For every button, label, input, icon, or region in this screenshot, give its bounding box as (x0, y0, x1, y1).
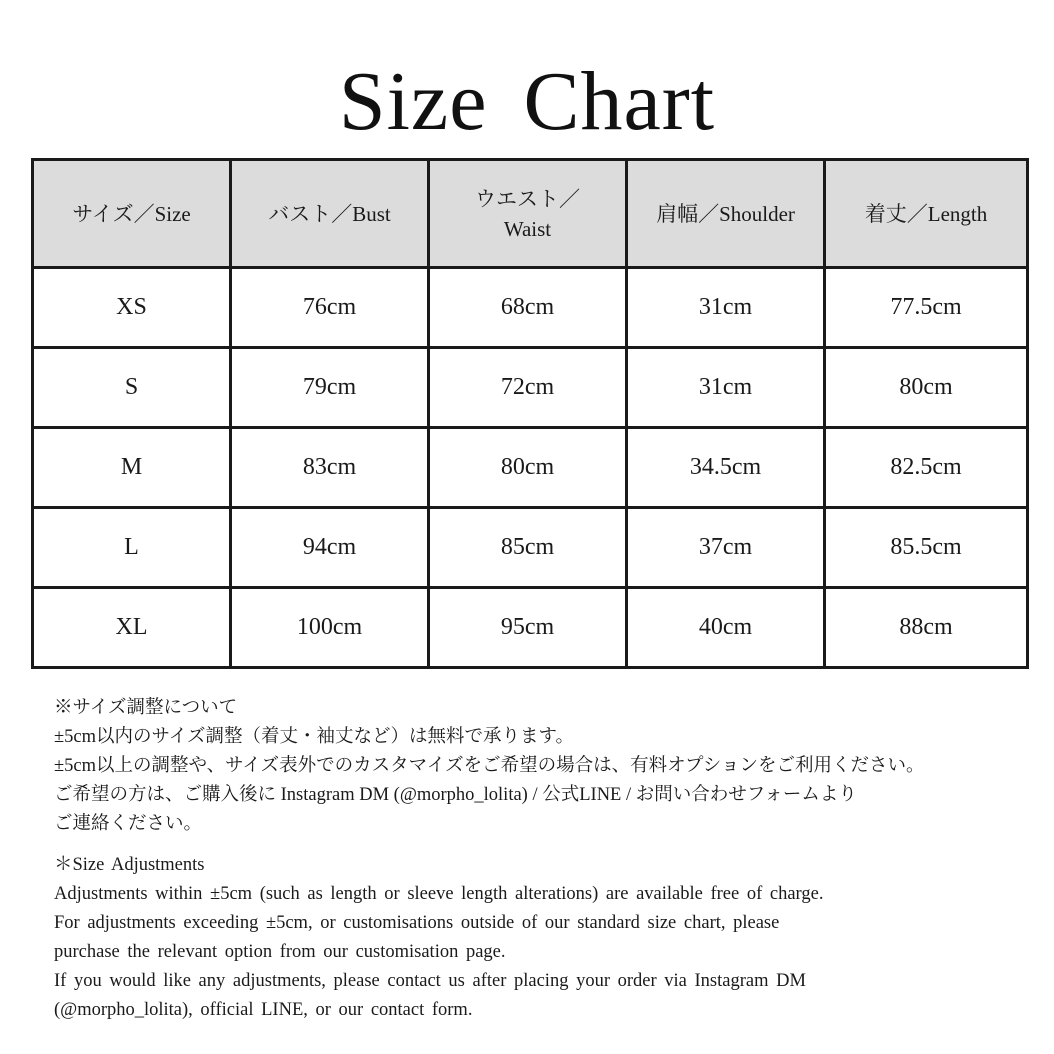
header-waist-label-en: Waist (503, 216, 552, 241)
cell-shoulder: 31cm (627, 348, 825, 428)
cell-waist: 95cm (429, 588, 627, 668)
header-length (825, 160, 1028, 268)
notes-en-line: (@morpho_lolita), official LINE, or our contact form. (54, 1000, 473, 1020)
cell-waist: 68cm (429, 268, 627, 348)
notes-jp-line: ±5cm以上の調整や、サイズ表外でのカスタマイズをご希望の場合は、有料オプションをご利用ください。 (54, 756, 925, 776)
table-row (33, 588, 1028, 668)
cell-waist: 72cm (429, 348, 627, 428)
size-adjustment-notes (54, 694, 1034, 1025)
cell-size: M (33, 428, 231, 508)
notes-jp-heading: ※サイズ調整について (54, 698, 238, 718)
cell-size: S (33, 348, 231, 428)
table-header-row (33, 160, 1028, 268)
notes-jp-line: ご連絡ください。 (54, 814, 203, 834)
header-bust-label: バスト／Bust (268, 201, 391, 226)
header-bust (231, 160, 429, 268)
cell-length: 80cm (825, 348, 1028, 428)
notes-en-line: purchase the relevant option from our customisation page. (54, 942, 506, 962)
cell-size: L (33, 508, 231, 588)
cell-length: 85.5cm (825, 508, 1028, 588)
cell-length: 77.5cm (825, 268, 1028, 348)
notes-en-line: Adjustments within ±5cm (such as length or sleeve length alterations) are available free of charge. (54, 884, 824, 904)
notes-en-heading: ＊Size Adjustments (54, 855, 205, 875)
header-size (33, 160, 231, 268)
cell-shoulder: 37cm (627, 508, 825, 588)
header-length-label: 着丈／Length (864, 201, 988, 226)
cell-bust: 79cm (231, 348, 429, 428)
notes-en-line: For adjustments exceeding ±5cm, or customisations outside of our standard size chart, please (54, 913, 780, 933)
cell-size: XL (33, 588, 231, 668)
header-waist-label-jp: ウエスト／ (475, 186, 580, 211)
cell-length: 82.5cm (825, 428, 1028, 508)
cell-shoulder: 40cm (627, 588, 825, 668)
cell-waist: 85cm (429, 508, 627, 588)
header-shoulder-label: 肩幅／Shoulder (656, 201, 795, 226)
table-row (33, 508, 1028, 588)
table-row (33, 348, 1028, 428)
cell-length: 88cm (825, 588, 1028, 668)
table-row (33, 428, 1028, 508)
size-chart-table (31, 158, 1029, 669)
header-shoulder (627, 160, 825, 268)
cell-waist: 80cm (429, 428, 627, 508)
notes-jp-line: ±5cm以内のサイズ調整（着丈・袖丈など）は無料で承ります。 (54, 727, 575, 747)
table-row (33, 268, 1028, 348)
notes-en-line: If you would like any adjustments, please contact us after placing your order via Instagram DM (54, 971, 806, 991)
cell-shoulder: 34.5cm (627, 428, 825, 508)
cell-bust: 100cm (231, 588, 429, 668)
cell-shoulder: 31cm (627, 268, 825, 348)
notes-jp-line: ご希望の方は、ご購入後に Instagram DM (@morpho_lolita) / 公式LINE / お問い合わせフォームより (54, 785, 857, 805)
header-waist (429, 160, 627, 268)
header-size-label: サイズ／Size (72, 201, 191, 226)
cell-bust: 83cm (231, 428, 429, 508)
cell-bust: 76cm (231, 268, 429, 348)
page-title: Size Chart (338, 55, 716, 148)
cell-size: XS (33, 268, 231, 348)
cell-bust: 94cm (231, 508, 429, 588)
